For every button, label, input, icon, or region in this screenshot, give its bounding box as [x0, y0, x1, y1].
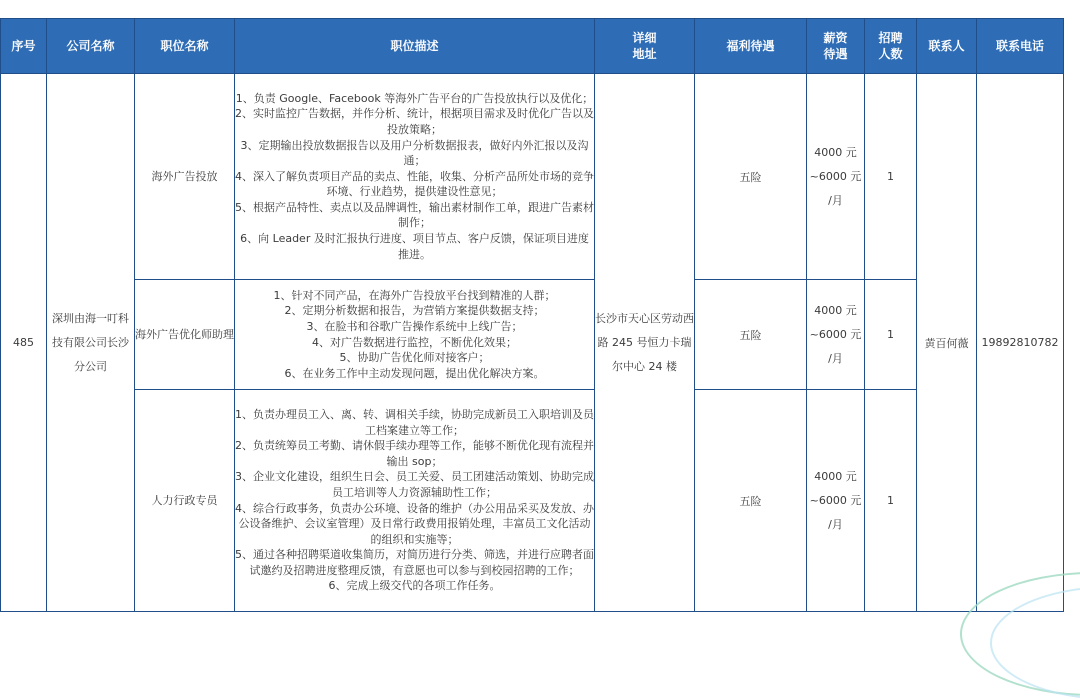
salary: 4000 元 ~6000 元 /月 [807, 390, 865, 612]
position-description [235, 74, 595, 280]
header-contact: 联系人 [917, 19, 977, 74]
table-row [1, 74, 1064, 280]
description-line: 3、在脸书和谷歌广告操作系统中上线广告； [306, 319, 523, 333]
table-row [1, 280, 1064, 390]
entry-number: 485 [1, 74, 47, 612]
description-line: 4、深入了解负责项目产品的卖点、性能，收集、分析产品所处市场的竞争环境、行业趋势，提供建设性意见； [235, 169, 594, 199]
position-title: 人力行政专员 [135, 390, 235, 612]
description-line: 3、定期输出投放数据报告以及用户分析数据报表，做好内外汇报以及沟通； [240, 138, 589, 168]
description-line: 2、实时监控广告数据，并作分析、统计，根据项目需求及时优化广告以及投放策略； [235, 107, 594, 136]
position-title: 海外广告投放 [135, 74, 235, 280]
header-no: 序号 [1, 19, 47, 74]
description-line: 4、对广告数据进行监控，不断优化效果； [312, 335, 517, 349]
welfare: 五险 [695, 280, 807, 390]
description-line: 2、定期分析数据和报告，为营销方案提供数据支持； [284, 304, 545, 318]
header-position: 职位名称 [135, 19, 235, 74]
welfare: 五险 [695, 390, 807, 612]
header-company: 公司名称 [47, 19, 135, 74]
header-salary: 薪资 待遇 [807, 19, 865, 74]
table-row [1, 390, 1064, 612]
description-line: 6、在业务工作中主动发现问题，提出优化解决方案。 [284, 366, 545, 380]
welfare: 五险 [695, 74, 807, 280]
header-address: 详细 地址 [595, 19, 695, 74]
contact-phone: 19892810782 [977, 74, 1064, 612]
hiring-count: 1 [865, 280, 917, 390]
header-welfare: 福利待遇 [695, 19, 807, 74]
address: 长沙市天心区劳动西路 245 号恒力卡瑞尔中心 24 楼 [595, 74, 695, 612]
description-line: 6、完成上级交代的各项工作任务。 [328, 579, 501, 593]
position-title: 海外广告优化师助理 [135, 280, 235, 390]
description-line: 6、向 Leader 及时汇报执行进度、项目节点、客户反馈，保证项目进度推进。 [240, 232, 589, 261]
description-line: 4、综合行政事务，负责办公环境、设备的维护（办公用品采买及发放、办公设备维护、会议室管理）及日常行政费用报销处理，丰富员工文化活动的组织和实施等； [235, 501, 594, 546]
salary: 4000 元 ~6000 元 /月 [807, 74, 865, 280]
hiring-count: 1 [865, 390, 917, 612]
description-line: 5、根据产品特性、卖点以及品牌调性，输出素材制作工单，跟进广告素材制作； [235, 200, 594, 230]
description-line: 5、协助广告优化师对接客户； [339, 351, 490, 365]
description-line: 2、负责统筹员工考勤、请休假手续办理等工作，能够不断优化现有流程并输出 sop； [235, 439, 594, 468]
description-line: 1、负责办理员工入、离、转、调相关手续，协助完成新员工入职培训及员工档案建立等工作； [235, 407, 594, 437]
contact-person: 黄百何薇 [917, 74, 977, 612]
position-description [235, 280, 595, 390]
header-phone: 联系电话 [977, 19, 1064, 74]
company-name: 深圳由海一叮科技有限公司长沙分公司 [47, 74, 135, 612]
header-count: 招聘 人数 [865, 19, 917, 74]
table-header-row [1, 19, 1064, 74]
header-description: 职位描述 [235, 19, 595, 74]
description-line: 1、负责 Google、Facebook 等海外广告平台的广告投放执行以及优化； [235, 91, 594, 105]
description-line: 1、针对不同产品，在海外广告投放平台找到精准的人群； [273, 288, 556, 302]
job-listing-table [0, 18, 1064, 612]
description-line: 5、通过各种招聘渠道收集简历，对简历进行分类、筛选，并进行应聘者面试邀约及招聘进度整理反馈，有意愿也可以参与到校园招聘的工作； [235, 548, 594, 577]
description-line: 3、企业文化建设，组织生日会、员工关爱、员工团建活动策划、协助完成员工培训等人力资源辅助性工作； [235, 470, 594, 499]
position-description [235, 390, 595, 612]
hiring-count: 1 [865, 74, 917, 280]
salary: 4000 元 ~6000 元 /月 [807, 280, 865, 390]
